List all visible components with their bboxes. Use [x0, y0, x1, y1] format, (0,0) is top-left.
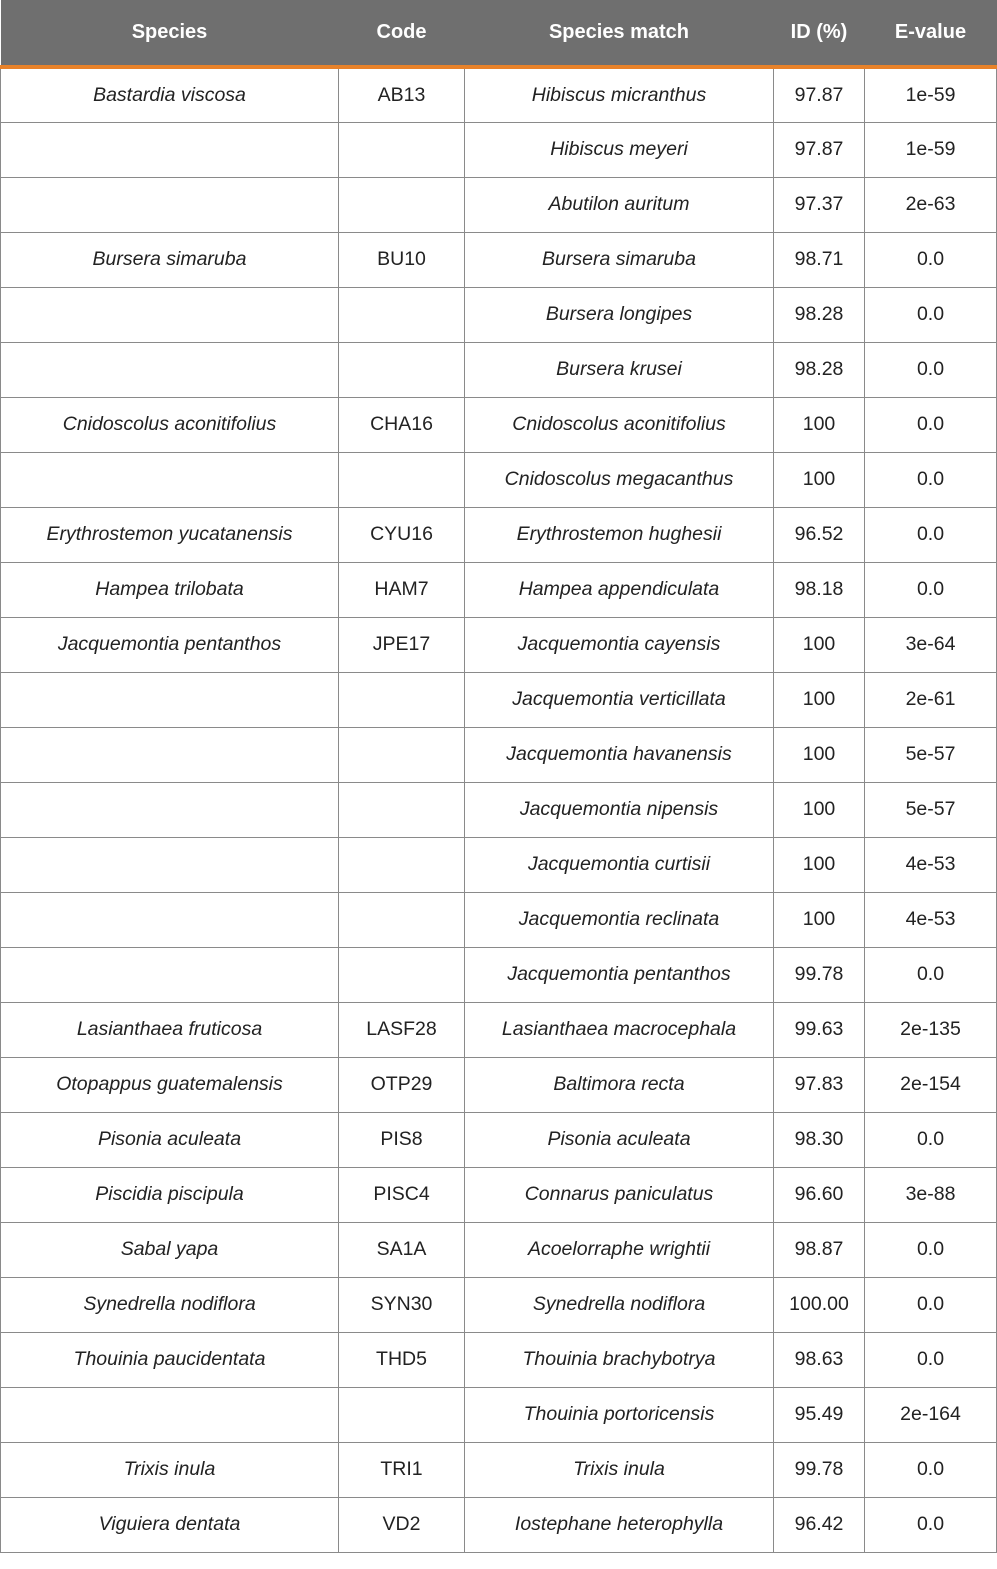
cell-code: JPE17 [339, 617, 465, 672]
cell-id-percent: 97.87 [774, 122, 865, 177]
table-row [1, 947, 997, 1002]
cell-code [339, 782, 465, 837]
cell-code: THD5 [339, 1332, 465, 1387]
cell-id-percent: 98.71 [774, 232, 865, 287]
cell-species-match: Cnidoscolus megacanthus [465, 452, 774, 507]
cell-e-value: 2e-164 [865, 1387, 997, 1442]
table-row [1, 122, 997, 177]
cell-species-match: Jacquemontia havanensis [465, 727, 774, 782]
cell-id-percent: 100 [774, 837, 865, 892]
cell-id-percent: 100 [774, 397, 865, 452]
table-row [1, 67, 997, 122]
table-row [1, 507, 997, 562]
cell-species [1, 727, 339, 782]
cell-code [339, 342, 465, 397]
cell-code: BU10 [339, 232, 465, 287]
cell-e-value: 0.0 [865, 287, 997, 342]
table-row [1, 1497, 997, 1552]
cell-id-percent: 96.52 [774, 507, 865, 562]
cell-e-value: 0.0 [865, 1442, 997, 1497]
cell-id-percent: 100.00 [774, 1277, 865, 1332]
cell-species [1, 287, 339, 342]
cell-e-value: 2e-135 [865, 1002, 997, 1057]
cell-species-match: Trixis inula [465, 1442, 774, 1497]
cell-id-percent: 100 [774, 892, 865, 947]
cell-species: Cnidoscolus aconitifolius [1, 397, 339, 452]
cell-species: Otopappus guatemalensis [1, 1057, 339, 1112]
cell-species: Bastardia viscosa [1, 67, 339, 122]
table-row [1, 562, 997, 617]
cell-species-match: Bursera longipes [465, 287, 774, 342]
cell-code: HAM7 [339, 562, 465, 617]
cell-species-match: Synedrella nodiflora [465, 1277, 774, 1332]
cell-code [339, 122, 465, 177]
cell-species: Piscidia piscipula [1, 1167, 339, 1222]
cell-species: Bursera simaruba [1, 232, 339, 287]
cell-e-value: 3e-64 [865, 617, 997, 672]
table-row [1, 782, 997, 837]
cell-species-match: Erythrostemon hughesii [465, 507, 774, 562]
header-species-match: Species match [465, 0, 774, 67]
cell-e-value: 0.0 [865, 1332, 997, 1387]
table-row [1, 672, 997, 727]
cell-id-percent: 96.42 [774, 1497, 865, 1552]
table-row [1, 452, 997, 507]
cell-e-value: 1e-59 [865, 122, 997, 177]
cell-species-match: Hibiscus meyeri [465, 122, 774, 177]
cell-species-match: Jacquemontia reclinata [465, 892, 774, 947]
table-row [1, 1222, 997, 1277]
cell-id-percent: 100 [774, 617, 865, 672]
cell-species: Synedrella nodiflora [1, 1277, 339, 1332]
cell-e-value: 0.0 [865, 452, 997, 507]
cell-e-value: 2e-63 [865, 177, 997, 232]
cell-species-match: Bursera simaruba [465, 232, 774, 287]
cell-species-match: Jacquemontia cayensis [465, 617, 774, 672]
table-header [1, 0, 997, 67]
cell-id-percent: 95.49 [774, 1387, 865, 1442]
cell-e-value: 0.0 [865, 1112, 997, 1167]
cell-species [1, 452, 339, 507]
table-row [1, 1442, 997, 1497]
table-row [1, 1057, 997, 1112]
table-row [1, 287, 997, 342]
cell-species-match: Jacquemontia pentanthos [465, 947, 774, 1002]
cell-species-match: Hampea appendiculata [465, 562, 774, 617]
cell-id-percent: 98.63 [774, 1332, 865, 1387]
cell-e-value: 5e-57 [865, 782, 997, 837]
cell-id-percent: 99.78 [774, 1442, 865, 1497]
cell-id-percent: 98.28 [774, 342, 865, 397]
cell-species-match: Thouinia brachybotrya [465, 1332, 774, 1387]
cell-species: Trixis inula [1, 1442, 339, 1497]
cell-species [1, 947, 339, 1002]
cell-code [339, 892, 465, 947]
cell-species: Sabal yapa [1, 1222, 339, 1277]
header-code: Code [339, 0, 465, 67]
table-body [1, 67, 997, 1552]
table-row [1, 1002, 997, 1057]
cell-species-match: Connarus paniculatus [465, 1167, 774, 1222]
cell-e-value: 4e-53 [865, 892, 997, 947]
cell-code [339, 452, 465, 507]
cell-id-percent: 98.28 [774, 287, 865, 342]
table-row [1, 727, 997, 782]
cell-id-percent: 97.83 [774, 1057, 865, 1112]
cell-e-value: 4e-53 [865, 837, 997, 892]
cell-species: Lasianthaea fruticosa [1, 1002, 339, 1057]
cell-species-match: Jacquemontia nipensis [465, 782, 774, 837]
cell-id-percent: 99.78 [774, 947, 865, 1002]
cell-code: CYU16 [339, 507, 465, 562]
cell-e-value: 0.0 [865, 947, 997, 1002]
cell-id-percent: 98.18 [774, 562, 865, 617]
cell-code [339, 287, 465, 342]
header-id-percent: ID (%) [774, 0, 865, 67]
cell-species [1, 177, 339, 232]
cell-code: TRI1 [339, 1442, 465, 1497]
cell-code: VD2 [339, 1497, 465, 1552]
cell-id-percent: 96.60 [774, 1167, 865, 1222]
cell-species [1, 837, 339, 892]
cell-species: Viguiera dentata [1, 1497, 339, 1552]
cell-e-value: 3e-88 [865, 1167, 997, 1222]
cell-species: Jacquemontia pentanthos [1, 617, 339, 672]
table-row [1, 1277, 997, 1332]
cell-e-value: 0.0 [865, 562, 997, 617]
cell-code [339, 177, 465, 232]
header-species: Species [1, 0, 339, 67]
cell-species: Erythrostemon yucatanensis [1, 507, 339, 562]
table-row [1, 1167, 997, 1222]
table-row [1, 617, 997, 672]
cell-e-value: 0.0 [865, 397, 997, 452]
header-e-value: E-value [865, 0, 997, 67]
table-row [1, 837, 997, 892]
table-row [1, 232, 997, 287]
table-row [1, 177, 997, 232]
cell-code [339, 727, 465, 782]
cell-species-match: Thouinia portoricensis [465, 1387, 774, 1442]
cell-id-percent: 97.87 [774, 67, 865, 122]
header-row [1, 0, 997, 67]
cell-species: Pisonia aculeata [1, 1112, 339, 1167]
table-row [1, 397, 997, 452]
cell-id-percent: 100 [774, 727, 865, 782]
cell-species: Hampea trilobata [1, 562, 339, 617]
cell-species-match: Lasianthaea macrocephala [465, 1002, 774, 1057]
cell-species-match: Hibiscus micranthus [465, 67, 774, 122]
cell-code: SA1A [339, 1222, 465, 1277]
cell-species [1, 1387, 339, 1442]
cell-species-match: Cnidoscolus aconitifolius [465, 397, 774, 452]
cell-species [1, 782, 339, 837]
cell-code [339, 672, 465, 727]
cell-id-percent: 97.37 [774, 177, 865, 232]
cell-e-value: 0.0 [865, 1497, 997, 1552]
table-row [1, 1387, 997, 1442]
cell-id-percent: 98.30 [774, 1112, 865, 1167]
cell-species [1, 892, 339, 947]
cell-species-match: Bursera krusei [465, 342, 774, 397]
cell-id-percent: 100 [774, 672, 865, 727]
cell-e-value: 0.0 [865, 1277, 997, 1332]
cell-code: SYN30 [339, 1277, 465, 1332]
cell-e-value: 1e-59 [865, 67, 997, 122]
cell-species [1, 122, 339, 177]
cell-code: CHA16 [339, 397, 465, 452]
cell-code: PIS8 [339, 1112, 465, 1167]
cell-e-value: 0.0 [865, 507, 997, 562]
cell-id-percent: 100 [774, 782, 865, 837]
cell-e-value: 0.0 [865, 232, 997, 287]
table-row [1, 1332, 997, 1387]
cell-code [339, 947, 465, 1002]
cell-e-value: 2e-154 [865, 1057, 997, 1112]
cell-code: OTP29 [339, 1057, 465, 1112]
cell-species-match: Pisonia aculeata [465, 1112, 774, 1167]
cell-species [1, 342, 339, 397]
table-row [1, 342, 997, 397]
cell-species: Thouinia paucidentata [1, 1332, 339, 1387]
cell-species-match: Baltimora recta [465, 1057, 774, 1112]
cell-id-percent: 100 [774, 452, 865, 507]
cell-code: PISC4 [339, 1167, 465, 1222]
cell-species-match: Iostephane heterophylla [465, 1497, 774, 1552]
cell-e-value: 0.0 [865, 342, 997, 397]
cell-e-value: 0.0 [865, 1222, 997, 1277]
cell-species-match: Abutilon auritum [465, 177, 774, 232]
cell-e-value: 2e-61 [865, 672, 997, 727]
cell-species [1, 672, 339, 727]
cell-id-percent: 99.63 [774, 1002, 865, 1057]
cell-code [339, 1387, 465, 1442]
cell-species-match: Jacquemontia verticillata [465, 672, 774, 727]
cell-species-match: Jacquemontia curtisii [465, 837, 774, 892]
cell-species-match: Acoelorraphe wrightii [465, 1222, 774, 1277]
cell-code [339, 837, 465, 892]
table-row [1, 892, 997, 947]
cell-code: LASF28 [339, 1002, 465, 1057]
cell-code: AB13 [339, 67, 465, 122]
cell-e-value: 5e-57 [865, 727, 997, 782]
cell-id-percent: 98.87 [774, 1222, 865, 1277]
table-row [1, 1112, 997, 1167]
